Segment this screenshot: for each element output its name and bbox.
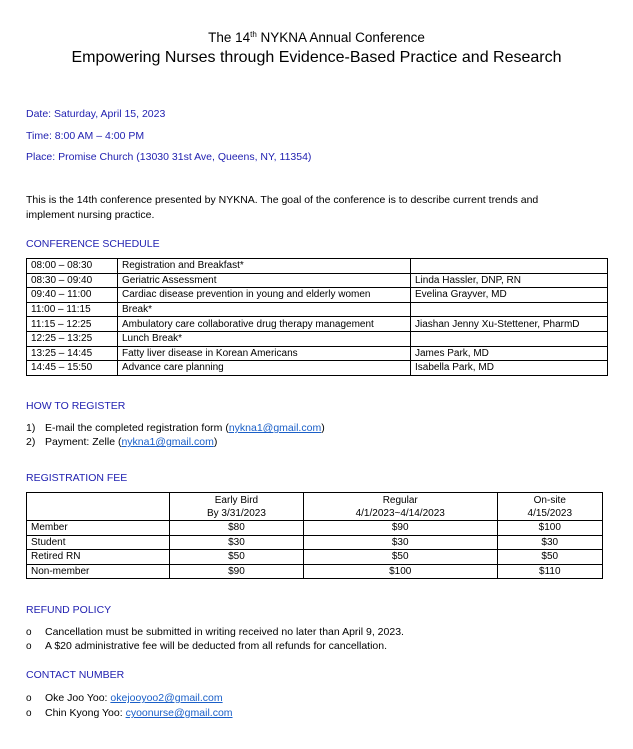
email-link[interactable]: cyoonurse@gmail.com bbox=[125, 707, 233, 719]
schedule-speaker bbox=[411, 259, 608, 274]
schedule-speaker: Jiashan Jenny Xu-Stettener, PharmD bbox=[411, 317, 608, 332]
schedule-time: 08:00 – 08:30 bbox=[27, 259, 118, 274]
conference-subtitle: Empowering Nurses through Evidence-Based Practice and Research bbox=[71, 49, 562, 66]
schedule-time: 11:00 – 11:15 bbox=[27, 302, 118, 317]
schedule-speaker: Isabella Park, MD bbox=[411, 361, 608, 376]
contact-item-2 bbox=[26, 707, 233, 719]
fee-value: $80 bbox=[170, 521, 304, 536]
bullet: o bbox=[26, 627, 32, 638]
schedule-speaker: James Park, MD bbox=[411, 346, 608, 361]
schedule-speaker bbox=[411, 331, 608, 346]
fee-label: Non-member bbox=[27, 564, 170, 579]
register-item-2 bbox=[26, 436, 217, 448]
schedule-row bbox=[27, 361, 608, 376]
schedule-row bbox=[27, 317, 608, 332]
contact-name: Chin Kyong Yoo: bbox=[45, 707, 126, 719]
schedule-time: 12:25 – 13:25 bbox=[27, 331, 118, 346]
fee-row bbox=[27, 535, 603, 550]
list-number: 2) bbox=[26, 436, 36, 448]
register-text-after: ) bbox=[321, 422, 325, 434]
schedule-title: Lunch Break* bbox=[118, 331, 411, 346]
fee-value: $100 bbox=[497, 521, 602, 536]
event-date: Date: Saturday, April 15, 2023 bbox=[26, 108, 166, 120]
fee-table bbox=[26, 492, 603, 579]
bullet: o bbox=[26, 641, 32, 652]
fee-value: $100 bbox=[303, 564, 497, 579]
refund-item-2 bbox=[26, 640, 387, 652]
fee-row bbox=[27, 550, 603, 565]
bullet: o bbox=[26, 708, 32, 719]
fee-header-onsite bbox=[497, 493, 602, 521]
fee-header-empty bbox=[27, 493, 170, 521]
schedule-title: Fatty liver disease in Korean Americans bbox=[118, 346, 411, 361]
fee-col-line1: Early Bird bbox=[214, 494, 259, 506]
refund-heading: REFUND POLICY bbox=[26, 604, 112, 616]
schedule-title: Geriatric Assessment bbox=[118, 273, 411, 288]
fee-heading: REGISTRATION FEE bbox=[26, 472, 128, 484]
fee-value: $90 bbox=[303, 521, 497, 536]
register-text: Payment: Zelle ( bbox=[45, 436, 122, 448]
schedule-heading: CONFERENCE SCHEDULE bbox=[26, 238, 160, 250]
register-heading: HOW TO REGISTER bbox=[26, 400, 126, 412]
fee-header-row bbox=[27, 493, 603, 521]
fee-col-line2: 4/1/2023~4/14/2023 bbox=[355, 507, 445, 519]
schedule-speaker: Linda Hassler, DNP, RN bbox=[411, 273, 608, 288]
fee-value: $30 bbox=[170, 535, 304, 550]
event-time: Time: 8:00 AM – 4:00 PM bbox=[26, 130, 145, 142]
schedule-title: Ambulatory care collaborative drug therapy management bbox=[118, 317, 411, 332]
refund-text: Cancellation must be submitted in writing received no later than April 9, 2023. bbox=[45, 626, 404, 638]
list-number: 1) bbox=[26, 422, 36, 434]
schedule-title: Cardiac disease prevention in young and elderly women bbox=[118, 288, 411, 303]
title-superscript: th bbox=[250, 30, 257, 39]
fee-row bbox=[27, 564, 603, 579]
schedule-row bbox=[27, 273, 608, 288]
fee-value: $50 bbox=[303, 550, 497, 565]
schedule-title: Advance care planning bbox=[118, 361, 411, 376]
schedule-table bbox=[26, 258, 608, 376]
title-suffix: NYKNA Annual Conference bbox=[256, 30, 425, 45]
fee-col-line2: 4/15/2023 bbox=[527, 507, 573, 519]
fee-label: Student bbox=[27, 535, 170, 550]
fee-col-line1: Regular bbox=[382, 494, 418, 506]
fee-value: $30 bbox=[497, 535, 602, 550]
schedule-speaker: Evelina Grayver, MD bbox=[411, 288, 608, 303]
fee-value: $110 bbox=[497, 564, 602, 579]
schedule-time: 14:45 – 15:50 bbox=[27, 361, 118, 376]
schedule-row bbox=[27, 259, 608, 274]
schedule-time: 11:15 – 12:25 bbox=[27, 317, 118, 332]
fee-value: $30 bbox=[303, 535, 497, 550]
contact-heading: CONTACT NUMBER bbox=[26, 669, 125, 681]
fee-value: $50 bbox=[497, 550, 602, 565]
contact-name: Oke Joo Yoo: bbox=[45, 692, 111, 704]
fee-row bbox=[27, 521, 603, 536]
register-text: E-mail the completed registration form ( bbox=[45, 422, 229, 434]
fee-value: $90 bbox=[170, 564, 304, 579]
fee-col-line1: On-site bbox=[533, 494, 566, 506]
intro-paragraph: This is the 14th conference presented by NYKNA. The goal of the conference is to describe current trends and implement nursing practice. bbox=[26, 194, 539, 221]
fee-label: Member bbox=[27, 521, 170, 536]
fee-value: $50 bbox=[170, 550, 304, 565]
schedule-time: 09:40 – 11:00 bbox=[27, 288, 118, 303]
schedule-time: 13:25 – 14:45 bbox=[27, 346, 118, 361]
email-link[interactable]: okejooyoo2@gmail.com bbox=[110, 692, 223, 704]
email-link[interactable]: nykna1@gmail.com bbox=[121, 436, 214, 448]
conference-title bbox=[0, 30, 633, 45]
refund-text: A $20 administrative fee will be deducted from all refunds for cancellation. bbox=[45, 640, 388, 652]
bullet: o bbox=[26, 693, 32, 704]
schedule-row bbox=[27, 288, 608, 303]
event-place: Place: Promise Church (13030 31st Ave, Queens, NY, 11354) bbox=[26, 151, 312, 163]
schedule-title: Break* bbox=[118, 302, 411, 317]
register-item-1 bbox=[26, 422, 325, 434]
email-link[interactable]: nykna1@gmail.com bbox=[228, 422, 322, 434]
fee-label: Retired RN bbox=[27, 550, 170, 565]
fee-col-line2: By 3/31/2023 bbox=[206, 507, 266, 519]
refund-item-1 bbox=[26, 626, 404, 638]
contact-item-1 bbox=[26, 692, 223, 704]
title-prefix: The 14 bbox=[208, 30, 251, 45]
fee-header-regular bbox=[303, 493, 497, 521]
schedule-title: Registration and Breakfast* bbox=[118, 259, 411, 274]
schedule-row bbox=[27, 331, 608, 346]
schedule-speaker bbox=[411, 302, 608, 317]
register-text-after: ) bbox=[213, 436, 218, 448]
schedule-row bbox=[27, 302, 608, 317]
fee-header-early bbox=[170, 493, 304, 521]
schedule-row bbox=[27, 346, 608, 361]
schedule-time: 08:30 – 09:40 bbox=[27, 273, 118, 288]
